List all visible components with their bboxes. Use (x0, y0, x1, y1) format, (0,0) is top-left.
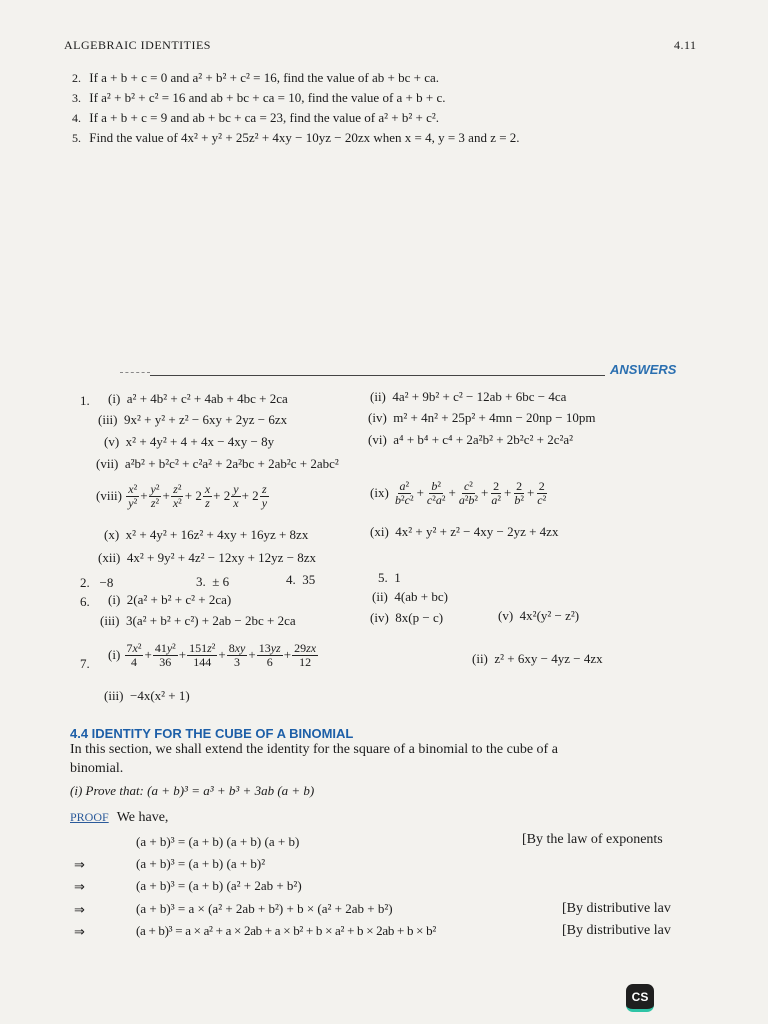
section-intro-cont: binomial. (70, 761, 124, 776)
answer-number: 7. (80, 656, 90, 671)
answer-item: 5. 1 (378, 570, 401, 585)
implies-icon: ⇒ (74, 903, 85, 918)
answer-item: (x) x² + 4y² + 16z² + 4xy + 16yz + 8zx (104, 527, 309, 542)
answer-item: (iii) 3(a² + b² + c²) + 2ab − 2bc + 2ca (100, 613, 296, 628)
answer-item: (v) 4x²(y² − z²) (498, 608, 580, 623)
exercise-item: 4. If a + b + c = 9 and ab + bc + ca = 23, find the value of a² + b² + c². (72, 110, 439, 125)
implies-icon: ⇒ (74, 925, 85, 940)
proof-step: (a + b)³ = (a + b) (a + b) (a + b) (136, 834, 300, 849)
answer-item: (i) 7x² 4 + 41y² 36 + 151z² 144 + 8xy 3 + 13yz 6 + 29zx 12 (108, 641, 317, 669)
exercise-item: 3. If a² + b² + c² = 16 and ab + bc + ca = 10, find the value of a + b + c. (72, 90, 446, 105)
proof-label: PROOF We have, (70, 810, 169, 825)
answer-item: (ix) a² b²c² + b² c²a² + c² a²b² + 2 a² + 2 b² + 2 c² (370, 479, 547, 507)
answer-item: (i) a² + 4b² + c² + 4ab + 4bc + 2ca (108, 391, 288, 406)
answer-item: (iii) −4x(x² + 1) (104, 688, 190, 703)
answer-item: (v) x² + 4y² + 4 + 4x − 4xy − 8y (104, 434, 275, 449)
answers-rule-left (120, 372, 150, 374)
answer-item: (viii) x² y² + y² z² + z² x² + 2 x z + 2 y x + 2 z y (96, 482, 268, 510)
answer-item: (iii) 9x² + y² + z² − 6xy + 2yz − 6zx (98, 412, 288, 427)
proof-reason: [By distributive lav (562, 923, 671, 938)
answer-item: (ii) z² + 6xy − 4yz − 4zx (472, 651, 603, 666)
implies-icon: ⇒ (74, 880, 85, 895)
answer-item: (vi) a⁴ + b⁴ + c⁴ + 2a²b² + 2b²c² + 2c²a² (368, 432, 574, 447)
answer-item: (xii) 4x² + 9y² + 4z² − 12xy + 12yz − 8zx (98, 550, 317, 565)
implies-icon: ⇒ (74, 858, 85, 873)
answer-item: (iv) 8x(p − c) (370, 610, 444, 625)
camscanner-logo-icon: CS (626, 984, 654, 1012)
page-header-title: ALGEBRAIC IDENTITIES (64, 38, 211, 52)
answer-number: 6. (80, 594, 90, 609)
section-intro: In this section, we shall extend the identity for the square of a binomial to the cube of a (70, 742, 558, 757)
exercise-item: 5. Find the value of 4x² + y² + 25z² + 4xy − 10yz − 20zx when x = 4, y = 3 and z = 2. (72, 130, 520, 145)
answer-number: 1. (80, 393, 90, 408)
answers-rule (150, 375, 605, 376)
proof-step: (a + b)³ = a × a² + a × 2ab + a × b² + b × a² + b × 2ab + b × b² (136, 923, 436, 938)
answer-item: (xi) 4x² + y² + z² − 4xy − 2yz + 4zx (370, 524, 559, 539)
answer-item: (iv) m² + 4n² + 25p² + 4mn − 20np − 10pm (368, 410, 596, 425)
prove-statement: (i) Prove that: (a + b)³ = a³ + b³ + 3ab (a + b) (70, 783, 315, 798)
proof-reason: [By distributive lav (562, 901, 671, 916)
answer-item: 4. 35 (286, 572, 316, 587)
answer-item: 3. ± 6 (196, 574, 230, 589)
answer-item: (ii) 4a² + 9b² + c² − 12ab + 6bc − 4ca (370, 389, 567, 404)
exercise-item: 2. If a + b + c = 0 and a² + b² + c² = 16, find the value of ab + bc + ca. (72, 70, 439, 85)
proof-step: (a + b)³ = a × (a² + 2ab + b²) + b × (a² + 2ab + b²) (136, 901, 393, 916)
answer-item: (i) 2(a² + b² + c² + 2ca) (108, 592, 232, 607)
answer-item: 2. −8 (80, 575, 114, 590)
answer-item: (ii) 4(ab + bc) (372, 589, 448, 604)
page-number: 4.11 (674, 38, 697, 52)
section-heading: 4.4 IDENTITY FOR THE CUBE OF A BINOMIAL (70, 726, 354, 741)
answer-item: (vii) a²b² + b²c² + c²a² + 2a²bc + 2ab²c + 2abc² (96, 456, 339, 471)
proof-step: (a + b)³ = (a + b) (a² + 2ab + b²) (136, 878, 302, 893)
proof-reason: [By the law of exponents (522, 832, 663, 847)
proof-step: (a + b)³ = (a + b) (a + b)² (136, 856, 266, 871)
answers-heading: ANSWERS (610, 362, 677, 377)
